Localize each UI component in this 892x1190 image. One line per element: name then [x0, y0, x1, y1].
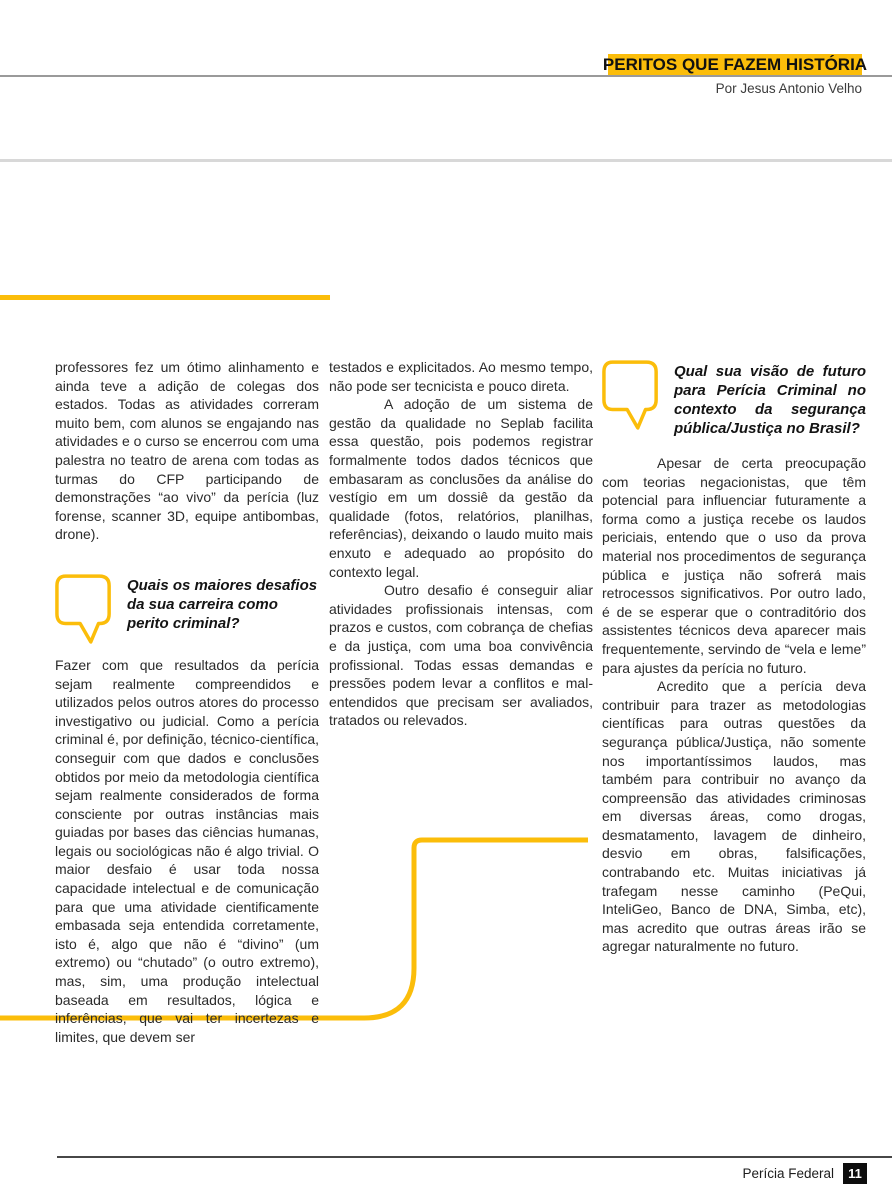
paragraph: Acredito que a perícia deva contribuir para trazer as metodologias científicas para outras questões da segurança pública/Justiça, não somente nos importantíssimos laudos, mas também para contribuir no avanço da compreensão das atividades criminosas em diversas áreas, como drogas, desmatamento, lavagem de dinheiro, desvio em obras, falsificações, contrabando etc. Muitas iniciativas já trafegam nesse caminho (PeQui, InteliGeo, Banco de DNA, Simba, etc), mas acredito que outras áreas irão se agregar naturalmente no futuro.	[602, 678, 866, 955]
speech-bubble-icon	[602, 360, 660, 432]
section-title: PERITOS QUE FAZEM HISTÓRIA	[602, 54, 868, 74]
paragraph: testados e explicitados. Ao mesmo tempo, não pode ser tecnicista e pouco direta.	[329, 359, 593, 394]
paragraph: Outro desafio é conseguir aliar atividades profissionais intensas, com prazos e custos, com cobrança de chefias e da justiça, com uma boa convivência profissional. Todas essas demandas e pressões podem levar a conflitos e mal-entendidos que precisam ser avaliados, tratados ou relevados.	[329, 582, 593, 729]
byline: Por Jesus Antonio Velho	[715, 81, 862, 96]
column-1	[55, 358, 319, 1046]
footer	[57, 1162, 867, 1185]
yellow-accent-bar	[0, 295, 330, 300]
paragraph: Fazer com que resultados da perícia sejam realmente compreendidos e utilizados pelos outros atores do processo investigativo ou judicial. Como a perícia criminal é, por definição, técnico-científica, conseguir com que dados e conclusões obtidos por meio da metodologia científica sejam realmente considerados de forma consciente por outras instâncias mais guiadas por bases das ciências humanas, legais ou sociológicas não é algo trivial. O maior desfaio é usar toda nossa capacidade intelectual e de comunicação para que uma atividade cientificamente embasada seja entendida corretamente, isto é, algo que não é “divino” (um extremo) ou “chutado” (o outro extremo), mas, sim, uma produção intelectual baseada em resultados, lógica e inferências, que vai ter incertezas e limites, que devem ser	[55, 656, 319, 1045]
question-block-1	[55, 574, 319, 646]
sub-header-rule	[0, 159, 892, 162]
interview-question: Quais os maiores desafios da sua carreira como perito criminal?	[127, 576, 318, 632]
column-2	[329, 358, 593, 730]
paragraph: professores fez um ótimo alinhamento e ainda teve a adição de colegas dos estados. Todas as atividades correram muito bem, com alunos se engajando nas atividades e o curso se encerrou com uma palestra no teatro de arena com todas as turmas do CFP participando de demonstrações “ao vivo” da perícia (luz forense, scanner 3D, equipe antibombas, drone).	[55, 359, 319, 543]
speech-bubble-icon	[55, 574, 113, 646]
magazine-name: Perícia Federal	[742, 1166, 834, 1181]
section-title-banner	[602, 54, 868, 75]
column-3	[602, 358, 866, 956]
paragraph: A adoção de um sistema de gestão da qualidade no Seplab facilita essa questão, pois podemos registrar formalmente todos dados técnicos que embasaram as conclusões da análise do vestígio em um dossiê da gestão da qualidade (fotos, relatórios, planilhas, referências), deixando o laudo muito mais enxuto e adequado ao propósito do contexto legal.	[329, 396, 593, 580]
footer-rule	[57, 1156, 892, 1158]
page-number-badge: 11	[843, 1163, 867, 1184]
interview-question: Qual sua visão de futuro para Perícia Criminal no contexto da segurança pública/Justiça no Brasil?	[674, 363, 866, 437]
question-block-2	[602, 360, 866, 438]
paragraph: Apesar de certa preocupação com teorias negacionistas, que têm potencial para influenciar futuramente a forma como a justiça recebe os laudos periciais, entendo que o uso da prova material nos procedimentos de segurança pública e justiça não sofrerá mais retrocessos significativos. Por outro lado, é de se esperar que o contraditório dos assistentes técnicos deva aparecer mais frequentemente, servindo de “vela e leme” para ajustes da perícia no futuro.	[602, 455, 866, 676]
header-rule	[0, 75, 892, 77]
